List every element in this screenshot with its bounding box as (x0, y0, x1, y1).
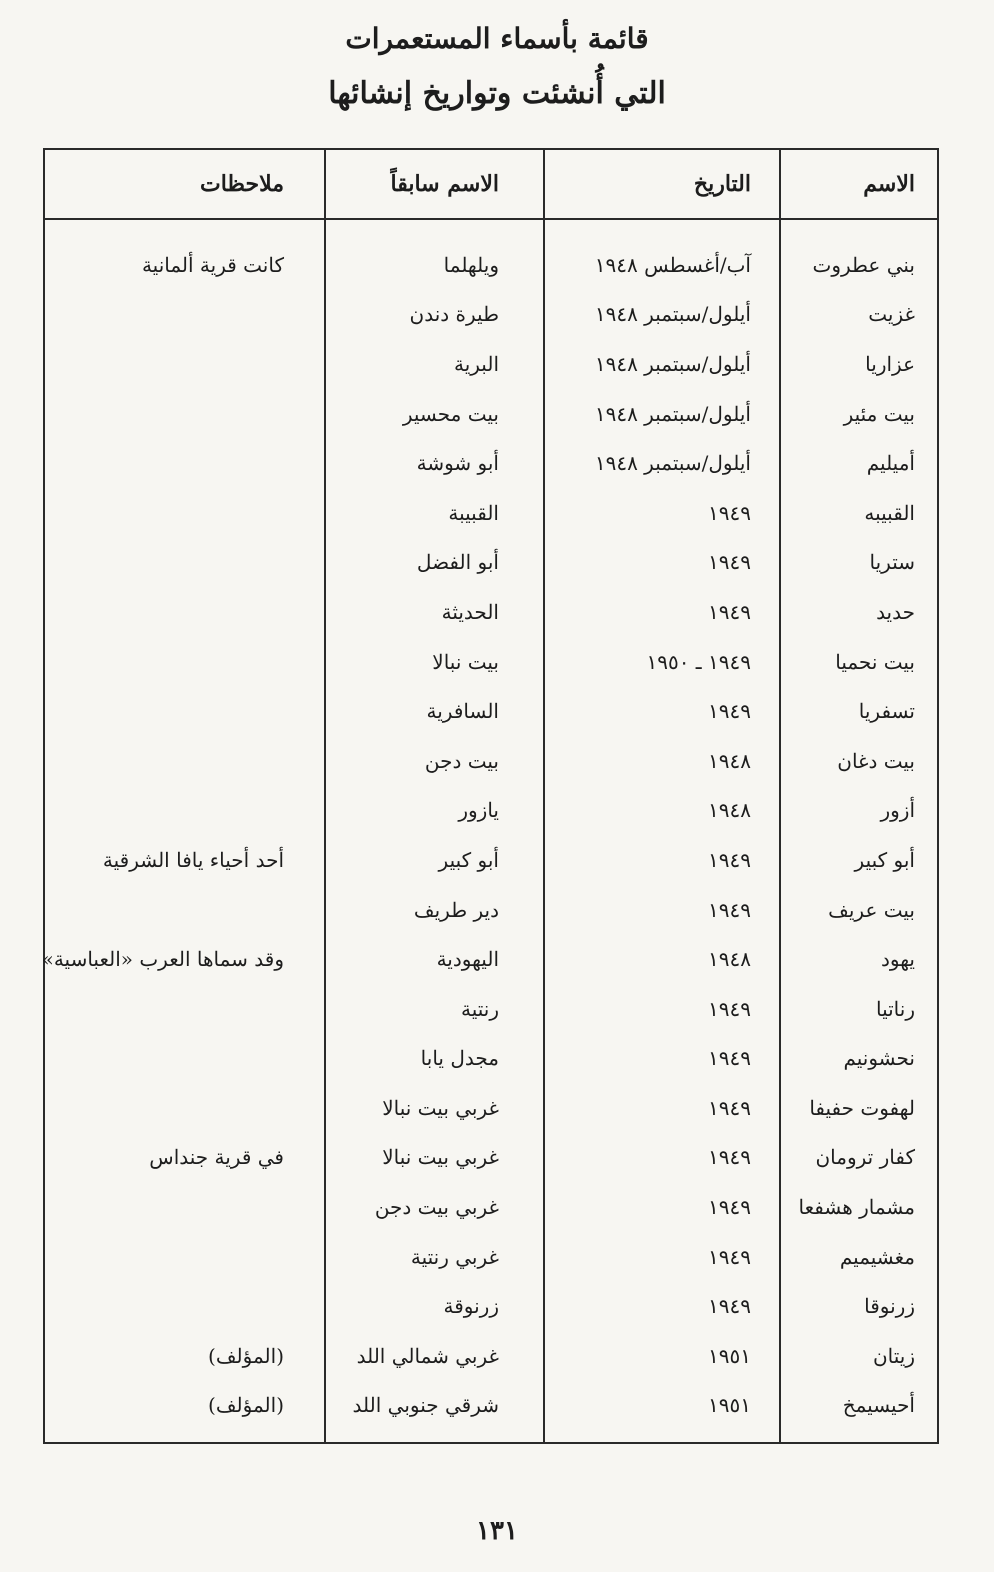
cell-name: نحشونيم (843, 1046, 915, 1071)
header-notes: ملاحظات (200, 171, 284, 197)
cell-name: لهفوت حفيفا (809, 1095, 915, 1120)
cell-name: بيت مئير (843, 401, 915, 426)
cell-notes: أحد أحياء يافا الشرقية (102, 847, 284, 872)
cell-previous-name: غربي بيت دجن (374, 1195, 499, 1220)
cell-previous-name: اليهودية (436, 947, 499, 972)
cell-date: أيلول/سبتمبر ١٩٤٨ (594, 451, 751, 476)
cell-date: ١٩٤٩ (708, 897, 751, 922)
cell-name: أميليم (866, 451, 915, 476)
cell-notes (45, 1083, 324, 1133)
header-divider (45, 218, 937, 220)
table-row (45, 1381, 937, 1431)
cell-previous-name: أبو كبير (438, 847, 499, 872)
cell-previous-name: بيت نبالا (432, 649, 499, 674)
cell-date: ١٩٤٩ (708, 1095, 751, 1120)
cell-previous-name: القبيبة (448, 500, 499, 525)
cell-previous-name: دير طريف (413, 897, 499, 922)
table-row (45, 1034, 937, 1084)
cell-notes (45, 736, 324, 786)
cell-date: ١٩٤٩ (708, 599, 751, 624)
table-row (45, 1182, 937, 1232)
cell-date: آب/أغسطس ١٩٤٨ (594, 252, 751, 277)
cell-notes (45, 488, 324, 538)
table-row (45, 538, 937, 588)
cell-previous-name: البرية (453, 351, 499, 376)
cell-previous-name: أبو الفضل (416, 550, 499, 575)
cell-previous-name: بيت محسير (402, 401, 499, 426)
cell-notes (45, 885, 324, 935)
cell-name: القبيبه (864, 500, 915, 525)
cell-name: ستريا (869, 550, 915, 575)
page-subtitle: التي أُنشئت وتواريخ إنشائها (328, 76, 666, 111)
cell-previous-name: بيت دجن (424, 748, 499, 773)
table-row (45, 1232, 937, 1282)
page-title: قائمة بأسماء المستعمرات (345, 22, 649, 55)
cell-date: ١٩٤٩ ـ ١٩٥٠ (646, 649, 751, 674)
cell-date: ١٩٤٩ (708, 847, 751, 872)
cell-name: بني عطروت (812, 252, 915, 277)
cell-date: أيلول/سبتمبر ١٩٤٨ (594, 351, 751, 376)
cell-name: مغشيميم (839, 1244, 915, 1269)
header-date: التاريخ (693, 171, 751, 197)
table-row (45, 637, 937, 687)
cell-name: زرنوقا (864, 1294, 915, 1319)
table-row (45, 1083, 937, 1133)
cell-previous-name: مجدل يابا (420, 1046, 499, 1071)
cell-notes (45, 984, 324, 1034)
cell-notes: كانت قرية ألمانية (141, 252, 284, 277)
cell-notes (45, 587, 324, 637)
cell-notes (45, 389, 324, 439)
cell-notes: (المؤلف) (208, 1393, 284, 1418)
table-row (45, 240, 937, 290)
cell-name: يهود (880, 947, 915, 972)
table-row (45, 885, 937, 935)
table-header (45, 150, 937, 218)
cell-name: حديد (876, 599, 915, 624)
cell-date: ١٩٤٨ (708, 947, 751, 972)
cell-notes (45, 1034, 324, 1084)
cell-previous-name: شرقي جنوبي اللد (352, 1393, 499, 1418)
cell-date: ١٩٤٩ (708, 1145, 751, 1170)
cell-notes (45, 538, 324, 588)
table-row (45, 339, 937, 389)
cell-date: أيلول/سبتمبر ١٩٤٨ (594, 302, 751, 327)
cell-name: تسفريا (858, 699, 915, 724)
settlements-table (43, 148, 939, 1444)
cell-date: ١٩٤٩ (708, 500, 751, 525)
cell-date: أيلول/سبتمبر ١٩٤٨ (594, 401, 751, 426)
table-row (41, 934, 937, 984)
cell-previous-name: أبو شوشة (416, 451, 499, 476)
cell-date: ١٩٤٩ (708, 1195, 751, 1220)
cell-notes (45, 1281, 324, 1331)
table-row (45, 1133, 937, 1183)
table-body (41, 240, 937, 1430)
cell-previous-name: غربي شمالي اللد (356, 1343, 499, 1368)
table-row (45, 984, 937, 1034)
cell-date: ١٩٤٩ (708, 1046, 751, 1071)
cell-date: ١٩٤٩ (708, 1244, 751, 1269)
table-row (45, 1281, 937, 1331)
cell-previous-name: غربي رنتية (410, 1244, 499, 1269)
cell-notes (45, 1182, 324, 1232)
cell-name: زيتان (872, 1343, 915, 1368)
cell-name: بيت دغان (837, 748, 915, 773)
table-row (45, 290, 937, 340)
table-row (45, 835, 937, 885)
cell-name: أبو كبير (854, 847, 915, 872)
cell-name: مشمار هشفعا (798, 1195, 915, 1220)
cell-notes (45, 686, 324, 736)
cell-notes (45, 339, 324, 389)
cell-previous-name: يازور (458, 798, 499, 823)
cell-date: ١٩٤٩ (708, 550, 751, 575)
table-row (45, 438, 937, 488)
cell-notes (45, 637, 324, 687)
table-row (45, 488, 937, 538)
cell-previous-name: رنتية (460, 996, 499, 1021)
header-previous-name: الاسم سابقاً (390, 171, 499, 197)
cell-notes (45, 438, 324, 488)
cell-date: ١٩٤٩ (708, 699, 751, 724)
cell-notes (45, 786, 324, 836)
cell-date: ١٩٤٩ (708, 1294, 751, 1319)
table-row (45, 736, 937, 786)
cell-name: عزاريا (865, 351, 915, 376)
cell-previous-name: زرنوقة (443, 1294, 499, 1319)
header-name: الاسم (863, 171, 915, 197)
cell-name: كفار ترومان (815, 1145, 915, 1170)
cell-notes (45, 1232, 324, 1282)
cell-previous-name: غربي بيت نبالا (382, 1095, 499, 1120)
cell-notes: (المؤلف) (208, 1343, 284, 1368)
cell-name: غزيت (868, 302, 915, 327)
table-row (45, 686, 937, 736)
cell-notes (45, 290, 324, 340)
cell-previous-name: طيرة دندن (409, 302, 499, 327)
table-row (45, 389, 937, 439)
cell-date: ١٩٥١ (708, 1393, 751, 1418)
table-row (45, 587, 937, 637)
table-row (45, 786, 937, 836)
cell-name: أزور (880, 798, 915, 823)
cell-name: بيت نحميا (835, 649, 915, 674)
cell-name: بيت عريف (828, 897, 915, 922)
cell-date: ١٩٤٨ (708, 748, 751, 773)
cell-notes: وقد سماها العرب «العباسية» (41, 947, 284, 972)
cell-date: ١٩٤٩ (708, 996, 751, 1021)
cell-name: أحيسيمخ (842, 1393, 915, 1418)
cell-previous-name: ويلهلما (443, 252, 499, 277)
cell-date: ١٩٤٨ (708, 798, 751, 823)
cell-previous-name: السافرية (426, 699, 499, 724)
cell-date: ١٩٥١ (708, 1343, 751, 1368)
page-number: ١٣١ (476, 1516, 518, 1546)
cell-name: رناتيا (875, 996, 915, 1021)
cell-previous-name: غربي بيت نبالا (382, 1145, 499, 1170)
table-row (45, 1331, 937, 1381)
cell-notes: في قرية جنداس (149, 1145, 284, 1170)
cell-previous-name: الحديثة (441, 599, 499, 624)
